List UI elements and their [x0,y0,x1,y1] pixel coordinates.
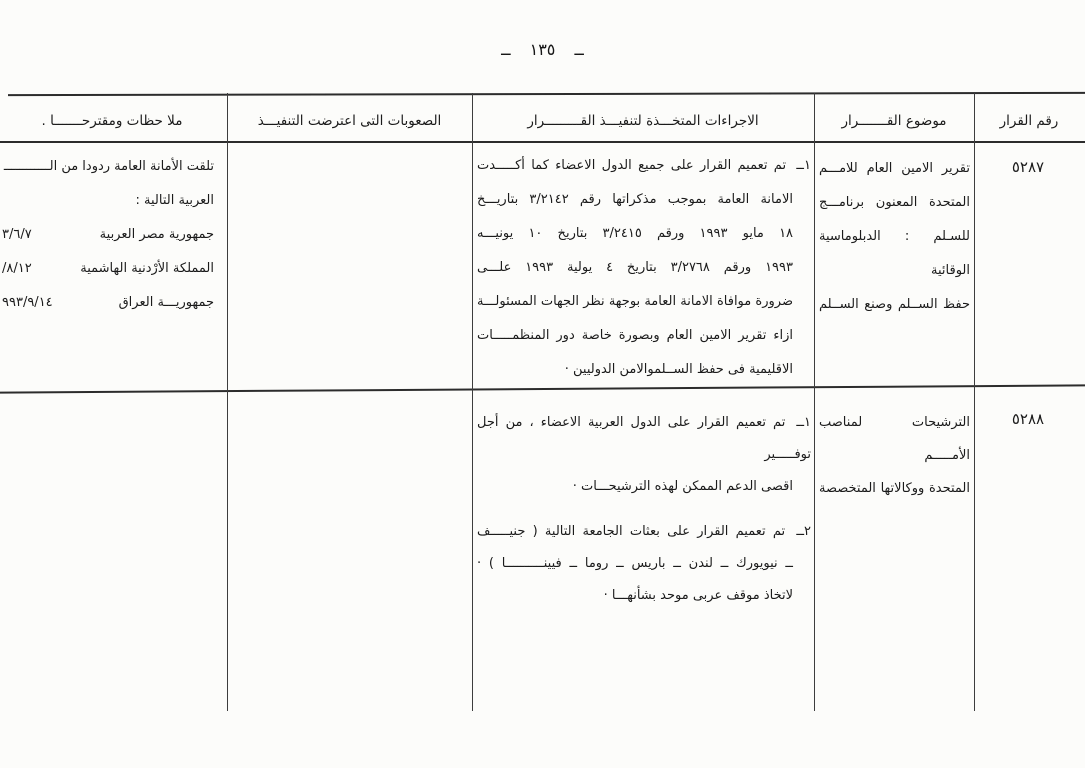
action-line: ازاء تقرير الامين العام وبصورة خاصة دور المنظمـــــات [477,328,793,343]
column-divider-difficulties [472,93,473,711]
action-line: ضرورة موافاة الامانة العامة بوجهة نظر الجهات المسئولـــة [477,294,793,309]
action-text: تم تعميم القرار على الدول العربية الاعضاء ، من أجل توفـــــير [477,415,811,462]
actions-cell-5288 [477,407,811,612]
action-line [477,516,811,548]
subject-cell-5288 [819,406,970,505]
decision-number-5288: ٥٢٨٨ [1011,410,1045,428]
column-header-decision-number: رقم القرار [999,113,1059,129]
subject-line: تقرير الامين العام للامـــم [819,161,970,176]
subject-line: حفظ الســلم وصنع الســلم [819,297,970,312]
action-line: ــ نيويورك ــ لندن ــ باريس ــ روما ــ فيينــــــــــا ) · [477,556,793,571]
subject-line: المتحدة ووكالاتها المتخصصة [819,481,970,496]
country-name: جمهورية مصر العربية [99,227,214,242]
notes-reply-entry [2,286,226,320]
action-line: ١٩٩٣ ورقم ٣/٢٧٦٨ بتاريخ ٤ يولية ١٩٩٣ علـــى [477,260,794,275]
notes-reply-entry [2,218,226,252]
table-top-border [8,92,1085,96]
reply-date: /٨/١٢ [2,261,32,276]
notes-reply-entry [2,252,226,286]
action-item-1 [477,407,811,503]
action-line: الاقليمية فى حفظ الســلموالامن الدوليين · [564,362,793,377]
action-line [477,149,811,183]
country-name: المملكة الأرْدنية الهاشمية [80,261,214,276]
action-line: اقصى الدعم الممكن لهذه الترشيحـــات · [572,479,793,494]
action-item-1 [477,149,811,387]
subject-cell-5287 [819,152,970,322]
page-number: ــ ١٣٥ ــ [501,40,584,59]
subject-line: للسـلم : الدبلوماسية الوقائية [819,229,970,278]
column-divider-notes [227,93,228,711]
column-divider-actions [814,93,815,711]
column-header-actions: الاجراءات المتخـــذة لتنفيـــذ القـــــــــرار [527,113,759,129]
action-line: ١٨ مايو ١٩٩٣ ورقم ٣/٢٤١٥ بتاريخ ١٠ يونيـــه [477,226,794,241]
column-header-notes: ملا حظات ومقترحـــــــا . [41,113,183,129]
column-divider-subject [974,93,975,711]
notes-cell-5287 [0,150,226,320]
subject-line: الترشيحات لمناصب الأمـــــم [819,415,970,463]
action-text: تم تعميم القرار على جميع الدول الاعضاء كما أكـــــدت [477,158,787,173]
notes-intro-line: العربية التالية : [135,193,214,208]
item-marker: ١ــ [796,158,811,173]
decision-number-5287: ٥٢٨٧ [1011,158,1045,176]
action-line: الامانة العامة بموجب مذكراتها رقم ٣/٢١٤٢ بتاريـــخ [477,192,793,207]
item-marker: ١ــ [796,415,811,430]
difficulties-cell-5287 [229,150,470,350]
action-item-2 [477,516,811,612]
action-line [477,407,811,471]
action-line: لاتخاذ موقف عربى موحد بشأنهـــا · [603,588,793,603]
difficulties-cell-5288 [229,410,470,610]
notes-intro-line: تلقت الأمانة العامة ردودا من الــــــــــــ [3,159,214,174]
country-name: جمهوريـــة العراق [118,295,214,310]
column-header-subject: موضوع القـــــــرار [841,113,947,129]
reply-date: ٩٩٣/٩/١٤ [2,295,53,310]
subject-line: المتحدة المعنون برنامـــج [819,195,970,210]
action-text: تم تعميم القرار على بعثات الجامعة التالية ( جنيـــــف [477,524,786,539]
actions-cell-5287 [477,149,811,387]
reply-date: ٣/٦/٧ [2,227,32,242]
column-header-difficulties: الصعوبات التى اعترضت التنفيـــذ [257,113,442,129]
item-marker: ٢ــ [796,524,812,539]
table-header-divider [0,141,1085,143]
